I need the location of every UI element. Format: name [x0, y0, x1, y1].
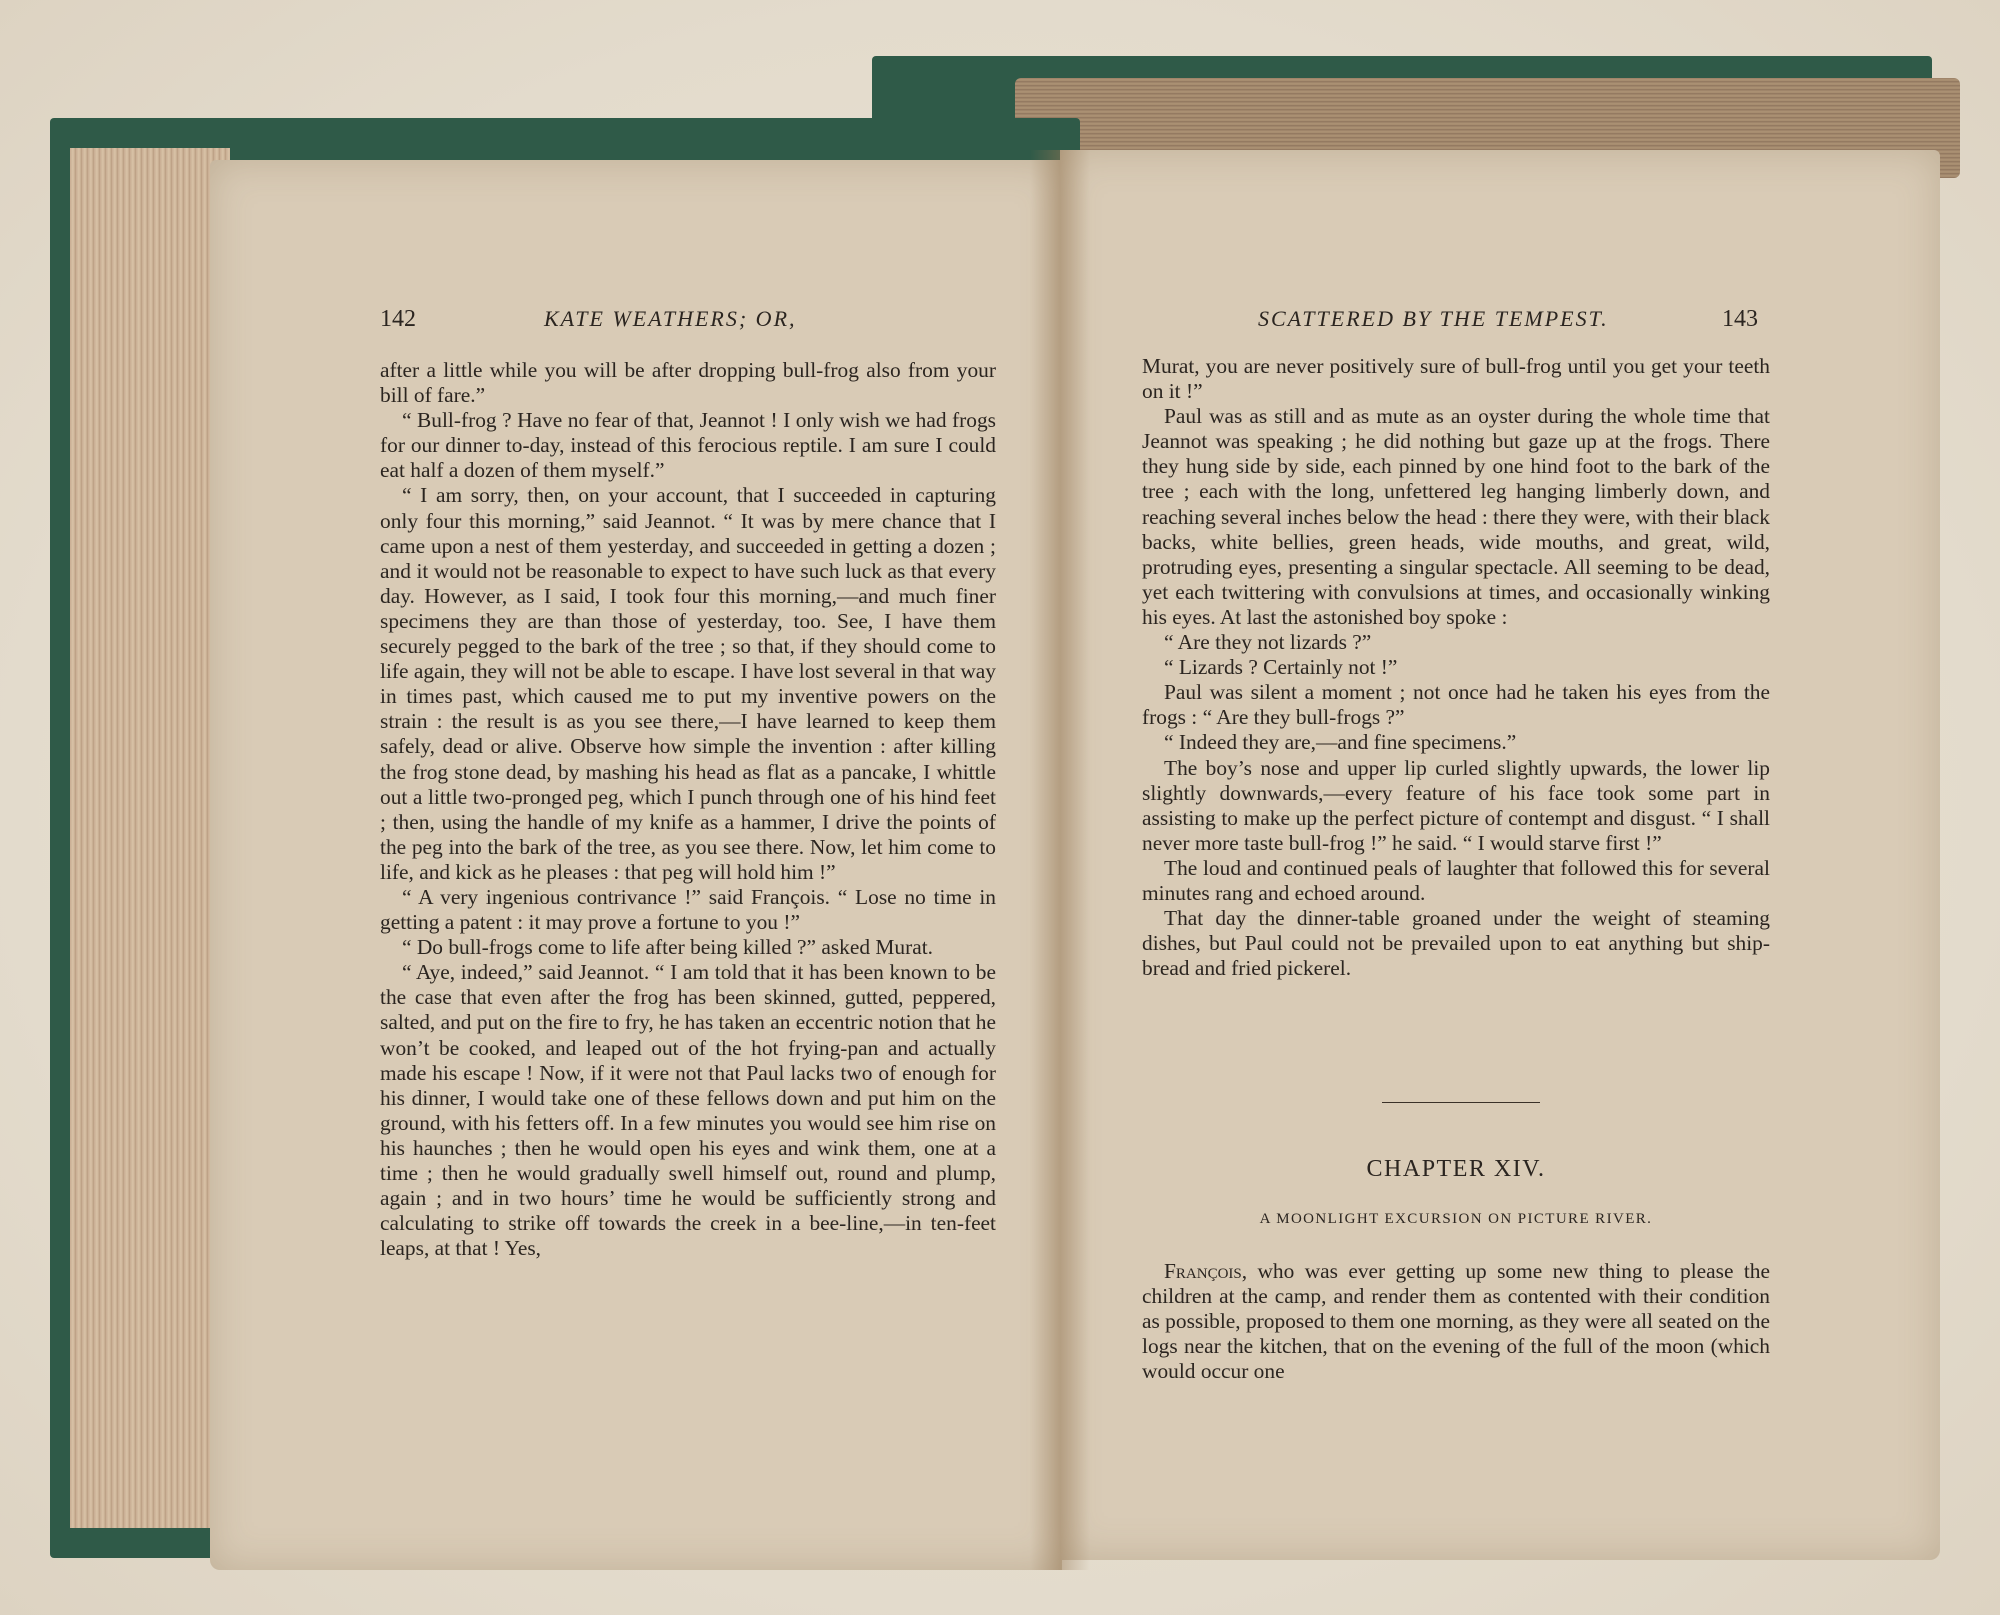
book-gutter	[1030, 150, 1090, 1570]
paragraph: Paul was silent a moment ; not once had he taken his eyes from the frogs : “ Are they bull-frogs ?”	[1142, 680, 1770, 730]
paragraph: “ I am sorry, then, on your account, that I succeeded in capturing only four this morning,” said Jeannot. “ It was by mere chance that I came upon a nest of them yesterday, and succeeded in getting a dozen ; and it would not be reasonable to expect to have such luck as that every day. However, as I said, I took four this morning,—and much finer specimens they are than those of yesterday, too. See, I have them securely pegged to the bark of the tree ; so that, if they should come to life again, they will not be able to escape. I have lost several in that way in times past, which caused me to put my inventive powers on the strain : the result is as you see there,—I have learned to keep them safely, dead or alive. Observe how simple the invention : after killing the frog stone dead, by mashing his head as flat as a pancake, I whittle out a little two-pronged peg, which I punch through one of his hind feet ; then, using the handle of my knife as a hammer, I drive the points of the peg into the bark of the tree, as you see there. Now, let him come to life, and kick as he pleases : that peg will hold him !”	[380, 483, 996, 884]
section-divider	[1382, 1102, 1540, 1103]
paragraph: The loud and continued peals of laughter that followed this for several minutes rang and echoed around.	[1142, 855, 1770, 905]
left-page-number: 142	[380, 306, 416, 332]
paragraph: “ Lizards ? Certainly not !”	[1164, 655, 1398, 680]
left-page-body	[380, 358, 996, 1261]
paragraph: “ Indeed they are,—and fine specimens.”	[1164, 730, 1517, 755]
paragraph: “ Bull-frog ? Have no fear of that, Jeannot ! I only wish we had frogs for our dinner to-day, instead of this ferocious reptile. I am sure I could eat half a dozen of them myself.”	[380, 408, 996, 483]
paragraph: “ Aye, indeed,” said Jeannot. “ I am told that it has been known to be the case that even after the frog has been skinned, gutted, peppered, salted, and put on the fire to fry, he has taken an eccentric notion that he won’t be cooked, and leaped out of the hot frying-pan and actually made his escape ! Now, if it were not that Paul lacks two of enough for his dinner, I would take one of these fellows down and put him on the ground, with his fetters off. In a few minutes you would see him rise on his haunches ; then he would open his eyes and wink them, one at a time ; then he would gradually swell himself out, round and plump, again ; and in two hours’ time he would be sufficiently strong and calculating to strike off towards the creek in a bee-line,—in ten-feet leaps, at that ! Yes,	[380, 960, 996, 1261]
paragraph: “ Are they not lizards ?”	[1164, 630, 1372, 655]
chapter-opening-text: who was ever getting up some new thing to please the children at the camp, and render them as contented with their condition as possible, proposed to them one morning, as they were all seated on the logs near the kitchen, that on the evening of the full of the moon (which would occur one	[1142, 1259, 1770, 1384]
right-page-body	[1142, 354, 1770, 981]
paragraph: “ A very ingenious contrivance !” said François. “ Lose no time in getting a patent : it may prove a fortune to you !”	[380, 884, 996, 935]
left-running-head: KATE WEATHERS; OR,	[544, 306, 797, 331]
paragraph: after a little while you will be after dropping bull-frog also from your bill of fare.”	[380, 358, 996, 408]
chapter-subtitle: A MOONLIGHT EXCURSION ON PICTURE RIVER.	[1259, 1211, 1653, 1227]
chapter-opening-word: François,	[1164, 1259, 1248, 1283]
right-page-number: 143	[1722, 306, 1758, 332]
right-running-head: SCATTERED BY THE TEMPEST.	[1258, 306, 1609, 331]
page-block-edges-left	[70, 148, 230, 1528]
paragraph: Paul was as still and as mute as an oyster during the whole time that Jeannot was speaking ; he did nothing but gaze up at the frogs. There they hung side by side, each pinned by one hind foot to the bark of the tree ; each with the long, unfettered leg hanging limberly down, and reaching several inches below the head : there they were, with their black backs, white bellies, green heads, wide mouths, and great, wild, protruding eyes, presenting a singular spectacle. All seeming to be dead, yet each twittering with convulsions at times, and occasionally winking his eyes. At last the astonished boy spoke :	[1142, 404, 1770, 629]
chapter-paragraph	[1142, 1259, 1770, 1384]
paragraph: That day the dinner-table groaned under the weight of steaming dishes, but Paul could not be prevailed upon to eat anything but ship-bread and fried pickerel.	[1142, 906, 1770, 981]
paragraph: The boy’s nose and upper lip curled slightly upwards, the lower lip slightly downwards,—every feature of his face took some part in assisting to make up the perfect picture of contempt and disgust. “ I shall never more taste bull-frog !” he said. “ I would starve first !”	[1142, 755, 1770, 855]
paragraph: Murat, you are never positively sure of bull-frog until you get your teeth on it !”	[1142, 354, 1770, 404]
chapter-opening	[1142, 1259, 1770, 1384]
chapter-title: CHAPTER XIV.	[1366, 1156, 1546, 1182]
paragraph: “ Do bull-frogs come to life after being killed ?” asked Murat.	[402, 935, 934, 960]
